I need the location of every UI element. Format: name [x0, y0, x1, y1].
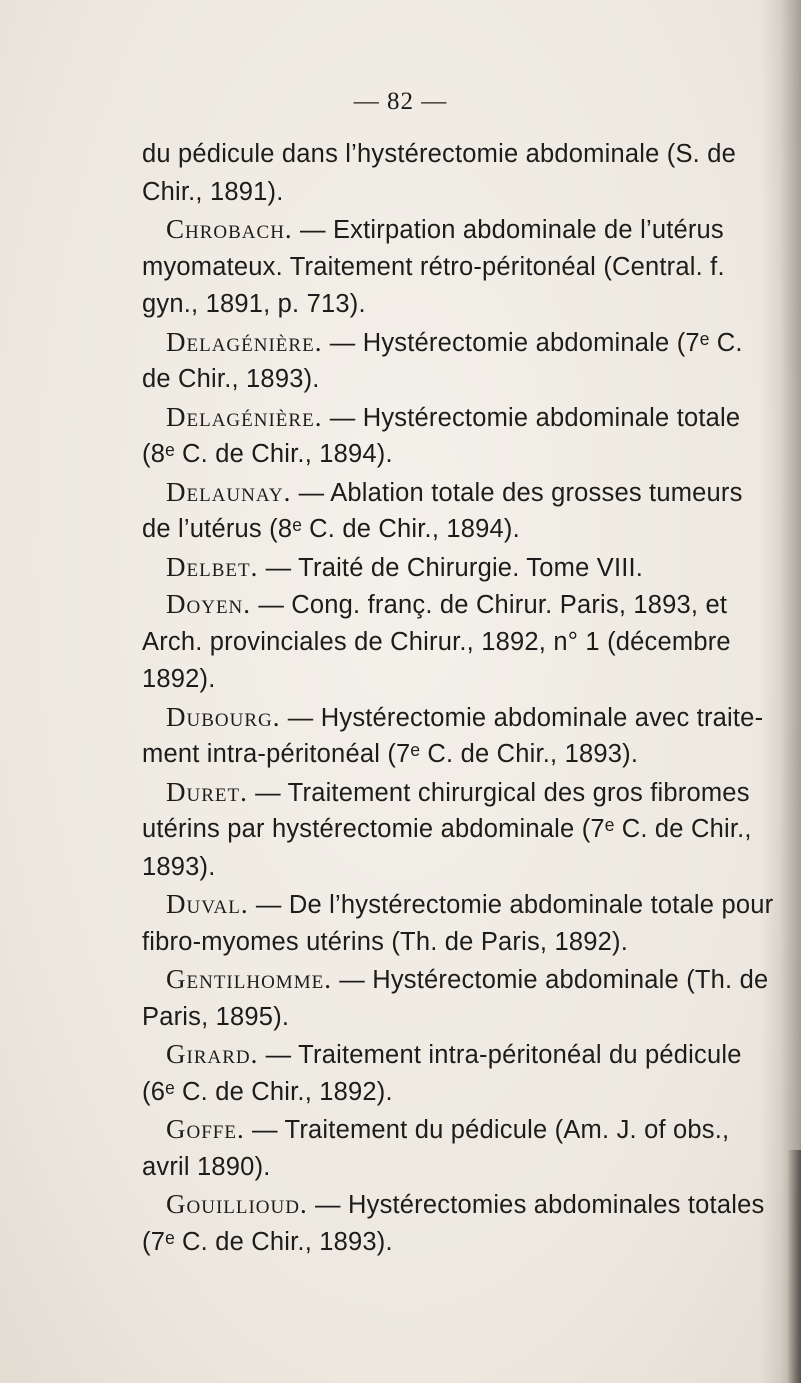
text-line: Arch. provinciales de Chirur., 1892, n° 1 (décembre [142, 627, 731, 656]
entry-title: — De l’hystérectomie abdominale totale pour [248, 891, 774, 919]
page-number: — 82 — [353, 88, 448, 115]
text-line: ment intra-péritonéal (7ᵉ C. de Chir., 1893). [142, 740, 639, 768]
entry-title: — Cong. franç. de Chirur. Paris, 1893, et [251, 591, 728, 619]
entry-title: — Hystérectomies abdominales totales [307, 1191, 765, 1219]
entry-title: — Hystérectomie abdominale (7ᵉ C. [322, 328, 743, 357]
bibliography-list [142, 136, 774, 1261]
entry-author: Duret. [166, 776, 248, 807]
text-line: (8ᵉ C. de Chir., 1894). [142, 440, 393, 468]
bibliography-entry [142, 399, 764, 474]
entry-title: — Traitement chirurgical des gros fibromes [247, 778, 750, 807]
bibliography-entry [142, 549, 764, 587]
bibliography-entry [142, 774, 764, 887]
text-line: 1893). [142, 852, 216, 881]
bibliography-entry [142, 324, 764, 399]
entry-author: Delbet. [166, 551, 259, 582]
entry-author: Girard. [166, 1039, 259, 1069]
entry-author: Dubourg. [166, 701, 281, 732]
entry-title: — Hystérectomie abdominale totale [322, 403, 741, 432]
entry-author: Gentilhomme. [166, 964, 332, 994]
entry-author: Delagénière. [166, 326, 323, 357]
entry-title: — Ablation totale des grosses tumeurs [291, 478, 743, 507]
entry-author: Chrobach. [166, 214, 293, 244]
text-line: (6ᵉ C. de Chir., 1892). [142, 1077, 393, 1106]
text-line: du pédicule dans l’hystérectomie abdominale (S. de [142, 140, 737, 168]
bibliography-entry [142, 586, 764, 699]
text-line: gyn., 1891, p. 713). [142, 290, 366, 318]
entry-author: Gouillioud. [166, 1189, 308, 1219]
entry-author: Goffe. [166, 1114, 245, 1144]
bibliography-entry [142, 699, 764, 774]
text-line: Chir., 1891). [142, 177, 284, 206]
entry-author: Duval. [166, 889, 249, 919]
entry-author: Delagénière. [166, 401, 323, 432]
bibliography-entry [142, 211, 764, 324]
entry-author: Delaunay. [166, 476, 292, 507]
entry-title: — Hystérectomie abdominale avec traite- [280, 703, 764, 732]
entry-title: — Traitement du pédicule (Am. J. of obs., [244, 1116, 730, 1144]
continuation-entry [142, 136, 764, 211]
entry-title: — Hystérectomie abdominale (Th. de [331, 966, 769, 994]
text-line: avril 1890). [142, 1152, 271, 1181]
bibliography-entry [142, 1036, 764, 1111]
bibliography-entry [142, 886, 774, 961]
bibliography-entry [142, 474, 764, 549]
text-line: de Chir., 1893). [142, 365, 320, 393]
text-line: (7ᵉ C. de Chir., 1893). [142, 1227, 393, 1256]
text-line: fibro-myomes utérins (Th. de Paris, 1892). [142, 927, 628, 956]
text-line: 1892). [142, 665, 216, 693]
page-edge-shadow [787, 1150, 801, 1383]
entry-title: — Traité de Chirurgie. Tome VIII. [258, 553, 644, 582]
entry-title: — Traitement intra-péritonéal du pédicule [258, 1041, 742, 1069]
entry-author: Doyen. [166, 589, 252, 619]
text-line: Paris, 1895). [142, 1002, 290, 1031]
bibliography-entry [142, 1186, 764, 1261]
text-line: utérins par hystérectomie abdominale (7ᵉ C. de Chir., [142, 815, 752, 843]
bibliography-entry [142, 961, 769, 1036]
entry-title: — Extirpation abdominale de l’utérus [292, 216, 724, 244]
text-line: de l’utérus (8ᵉ C. de Chir., 1894). [142, 515, 520, 543]
text-line: myomateux. Traitement rétro-péritonéal (Central. f. [142, 252, 725, 281]
bibliography-entry [142, 1111, 764, 1186]
